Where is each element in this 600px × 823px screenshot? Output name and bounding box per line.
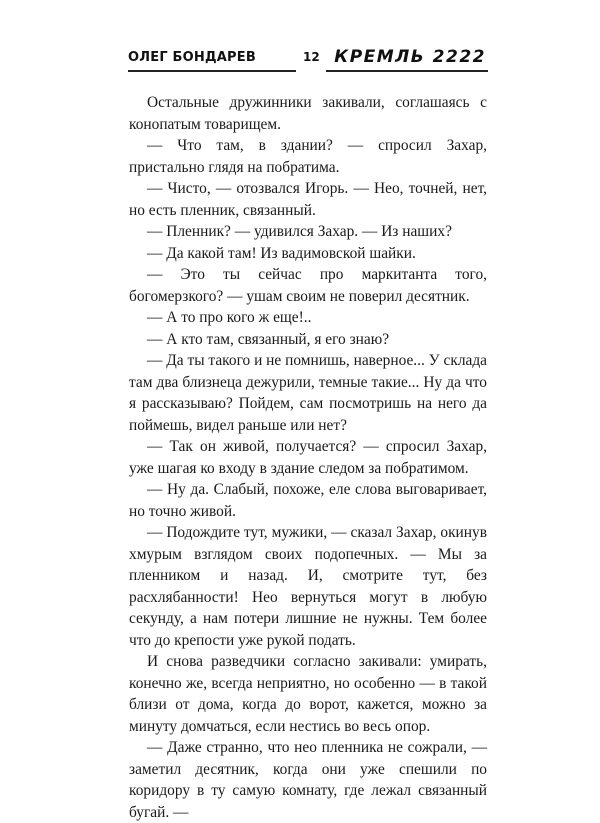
paragraph: — Чисто, — отозвался Игорь. — Нео, точней, нет, но есть пленник, связанный.: [129, 180, 487, 219]
paragraph: — Подождите тут, мужики, — сказал Захар, окинув хмурым взглядом своих подопечных. — Мы за пленником и назад. И, смотрите тут, без расхлябанности! Нео вернуться могут в любую секунду, а нам потери лишние не нужны. Тем более что до крепости уже рукой подать.: [129, 524, 487, 649]
running-header: [128, 47, 488, 74]
paragraph: — Это ты сейчас про маркитанта того, богомерзкого? — ушам своим не поверил десятник.: [129, 266, 487, 305]
paragraph: — Да ты такого и не помнишь, наверное... У склада там два близнеца дежурили, темные такие... Ну да что я рассказываю? Пойдем, сам посмотришь на него да поймешь, видел раньше или нет?: [129, 352, 487, 434]
body-text: [129, 92, 487, 823]
paragraph: — Пленник? — удивился Захар. — Из наших?: [147, 223, 452, 240]
paragraph: И снова разведчики согласно закивали: умирать, конечно же, всегда неприятно, но особенно — в такой близи от дома, когда до ворот, кажется, можно за минуту домчаться, если нестись во весь опор.: [129, 653, 487, 735]
book-title: КРЕМЛЬ 2222: [334, 47, 486, 67]
author-name: ОЛЕГ БОНДАРЕВ: [128, 50, 256, 65]
paragraph: — Так он живой, получается? — спросил Захар, уже шагая ко входу в здание следом за побратимом.: [129, 438, 487, 477]
header-rule-right: [326, 70, 488, 72]
header-rule-left: [128, 70, 296, 72]
paragraph: Остальные дружинники закивали, соглашаясь с конопатым товарищем.: [129, 94, 487, 133]
paragraph: — Ну да. Слабый, похоже, еле слова выговаривает, но точно живой.: [129, 481, 487, 520]
paragraph: — А то про кого ж еще!..: [147, 309, 312, 326]
paragraph: — А кто там, связанный, я его знаю?: [147, 330, 390, 348]
paragraph: — Да какой там! Из вадимовской шайки.: [147, 244, 416, 262]
page-number: 12: [303, 50, 320, 64]
paragraph: — Что там, в здании? — спросил Захар, пристально глядя на побратима.: [129, 137, 487, 176]
paragraph: — Даже странно, что нео пленника не сожрали, — заметил десятник, когда они уже спешили по коридору в ту самую комнату, где лежал связанный бугай. —: [129, 739, 487, 821]
